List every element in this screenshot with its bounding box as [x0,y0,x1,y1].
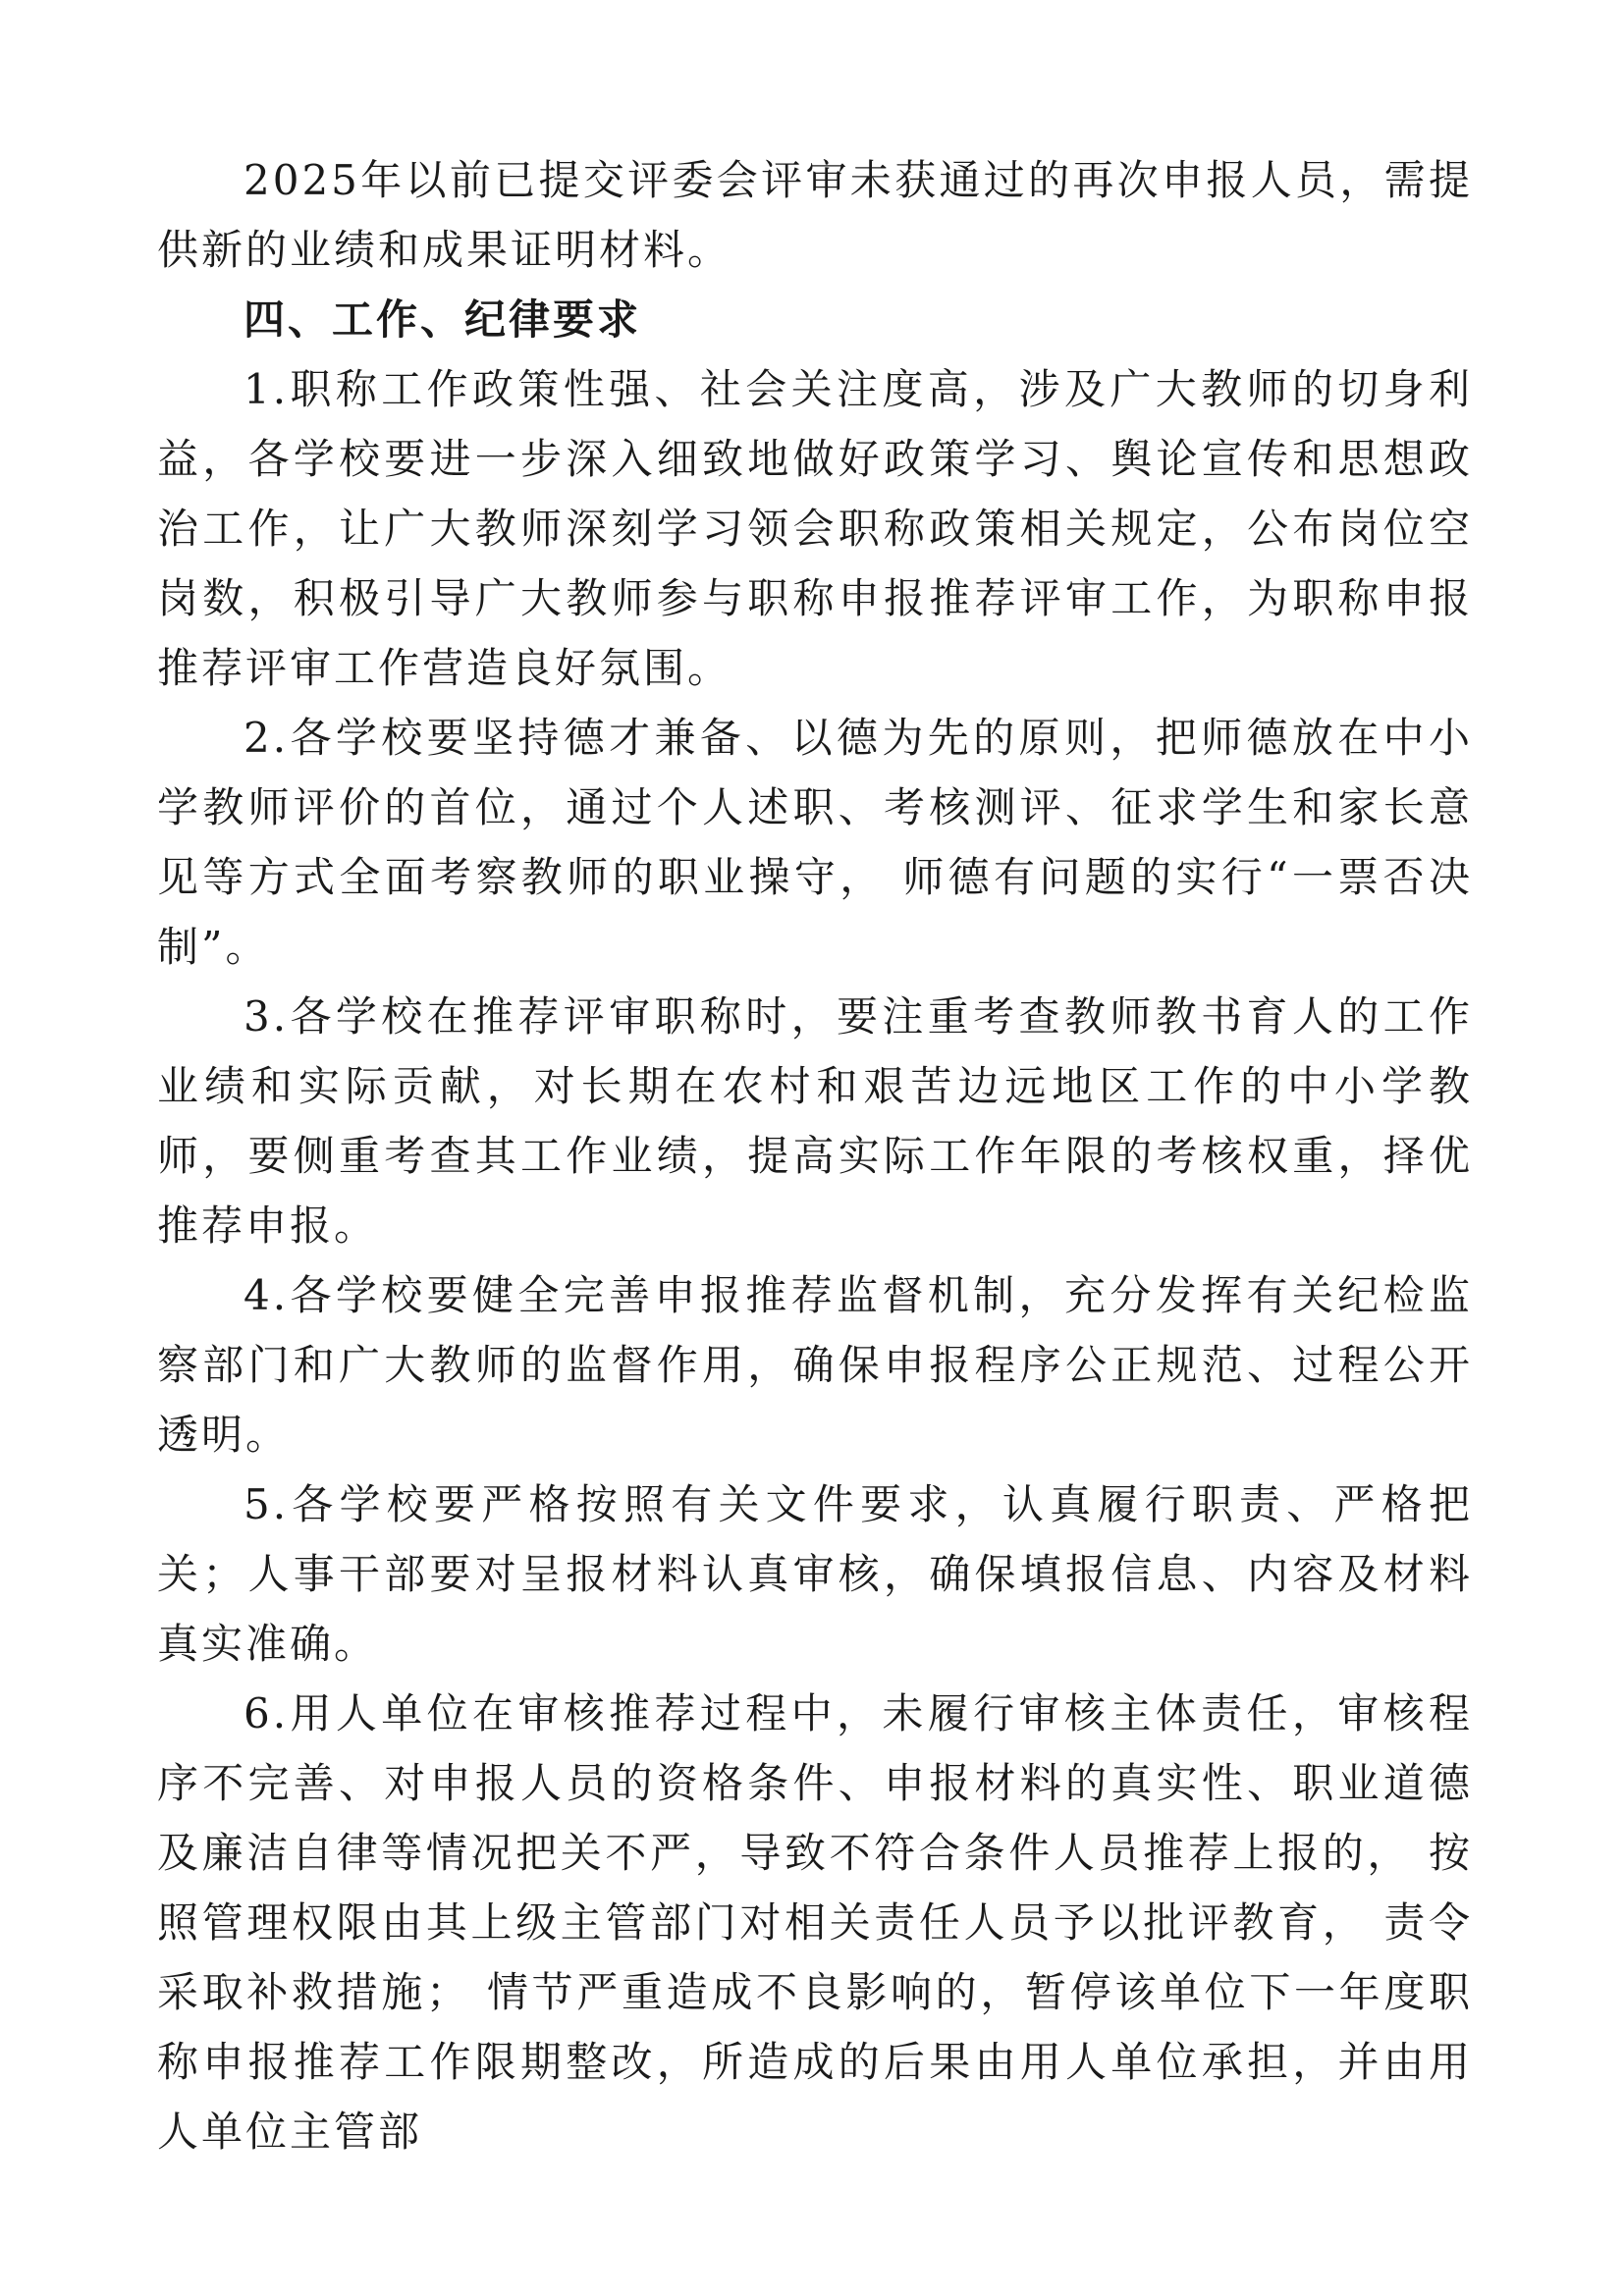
requirement-item-3: 3.各学校在推荐评审职称时，要注重考查教师教书育人的工作业绩和实际贡献，对长期在农村和艰苦边远地区工作的中小学教师，要侧重考查其工作业绩，提高实际工作年限的考核权重，择优推荐申报。 [157,992,1473,1250]
requirement-item-6: 6.用人单位在审核推荐过程中，未履行审核主体责任，审核程序不完善、对申报人员的资格条件、申报材料的真实性、职业道德及廉洁自律等情况把关不严，导致不符合条件人员推荐上报的， 按照管理权限由其上级主管部门对相关责任人员予以批评教育， 责令采取补救措施； 情节严重造成不良影响的，暂停该单位下一年度职称申报推荐工作限期整改，所造成的后果由用人单位承担，并由用人单位主管部 [157,1689,1473,2156]
intro-paragraph: 2025年以前已提交评委会评审未获通过的再次申报人员，需提供新的业绩和成果证明材料。 [157,156,1473,274]
requirement-item-2: 2.各学校要坚持德才兼备、以德为先的原则，把师德放在中小学教师评价的首位，通过个人述职、考核测评、征求学生和家长意见等方式全面考察教师的职业操守， 师德有问题的实行“一票否决制”。 [157,714,1473,971]
requirement-item-5: 5.各学校要严格按照有关文件要求，认真履行职责、严格把关；人事干部要对呈报材料认真审核，确保填报信息、内容及材料真实准确。 [157,1480,1473,1668]
document-body [157,145,1473,2166]
requirement-item-4: 4.各学校要健全完善申报推荐监督机制，充分发挥有关纪检监察部门和广大教师的监督作用，确保申报程序公正规范、过程公开透明。 [157,1271,1473,1459]
requirement-item-1: 1.职称工作政策性强、社会关注度高，涉及广大教师的切身利益，各学校要进一步深入细致地做好政策学习、舆论宣传和思想政治工作，让广大教师深刻学习领会职称政策相关规定，公布岗位空岗数，积极引导广大教师参与职称申报推荐评审工作，为职称申报推荐评审工作营造良好氛围。 [157,365,1473,692]
section-heading: 四、工作、纪律要求 [244,295,642,344]
